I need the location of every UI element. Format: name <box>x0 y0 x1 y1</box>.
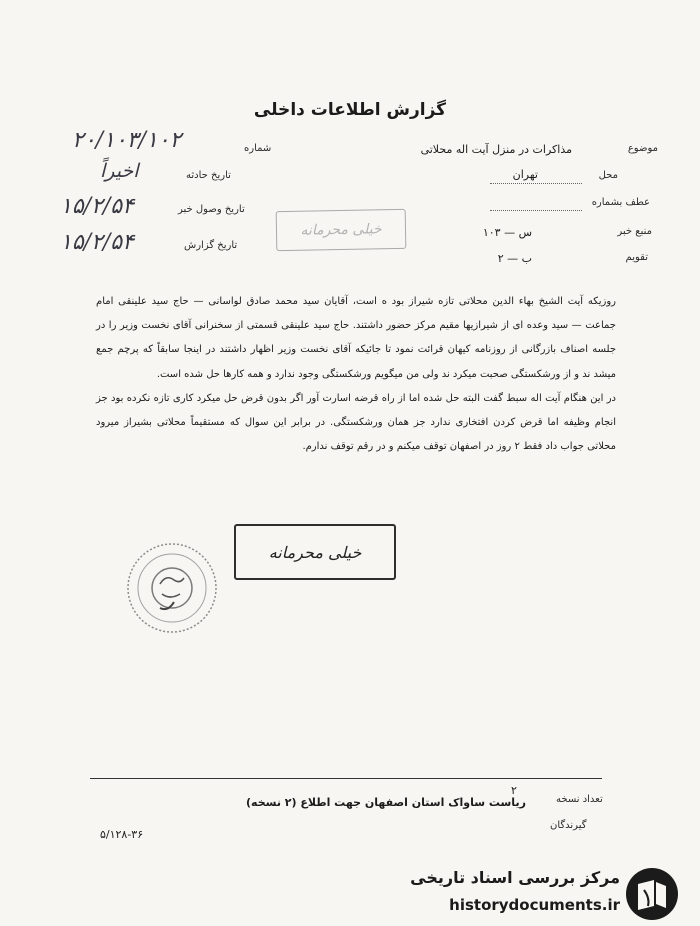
distribution-line: ریاست ساواک استان اصفهان جهت اطلاع (۲ نسخه) <box>246 796 526 809</box>
location-value: تهران <box>512 168 538 181</box>
reference-label: عطف بشماره <box>591 197 650 208</box>
faint-stamp: خیلی محرمانه <box>276 209 407 251</box>
copies-label: تعداد نسخه <box>556 794 603 805</box>
report-date-handwritten: ۱۵/۲/۵۴ <box>60 230 134 255</box>
body-paragraph: در این هنگام آیت اله سبط گفت البته حل شده اما از راه قرضه اسارت آور اگر بدون قرض حل میکرد کاری تازه نکرده بود جز انجام وظیفه اما قرض کردن افتخاری ندارد جز همان ورشکستگی. در برابر این سوال که مستقیماً محلاتی بشیراز میرود محلاتی جواب داد فقط ۲ روز در اصفهان توقف میکنم و در رقم توقف ندارم. <box>96 392 616 453</box>
source-value: س — ۱۰۳ <box>482 226 532 239</box>
classification-stamp: خیلی محرمانه <box>234 524 396 580</box>
location-line <box>490 183 582 184</box>
archive-logo-icon <box>624 866 680 922</box>
subject-label: موضوع <box>627 143 658 154</box>
number-handwritten: ۲۰/۱۰۳/۱۰۲ <box>72 128 182 153</box>
evaluation-value: ب — ۲ <box>497 252 532 265</box>
round-seal <box>124 540 220 636</box>
event-date-handwritten: اخیراً <box>100 160 139 182</box>
event-date-label: تاریخ حادثه <box>186 170 231 181</box>
archive-logo-url: historydocuments.ir <box>449 896 620 914</box>
copies-number: ۲ <box>511 784 517 797</box>
location-label: محل <box>598 170 618 181</box>
subject-value: مذاکرات در منزل آیت اله محلاتی <box>420 143 572 156</box>
receive-date-label: تاریخ وصول خبر <box>178 204 245 215</box>
evaluation-label: تقویم <box>625 252 648 263</box>
report-title: گزارش اطلاعات داخلی <box>253 100 447 120</box>
receive-date-handwritten: ۱۵/۲/۵۴ <box>60 194 134 219</box>
reference-line <box>490 210 582 211</box>
archive-logo-text: مرکز بررسی اسناد تاریخی <box>410 868 620 887</box>
footer-divider <box>90 778 602 779</box>
recipients-label: گیرندگان <box>550 820 587 831</box>
body-paragraph: روزیکه آیت الشیخ بهاء الدین محلاتی تازه شیراز بود ه است، آقایان سید محمد صادق لواسانی — حاج سید علینقی امام جماعت — سید وعده ای از شیرازیها مقیم مرکز حضور داشتند. حاج سید علینقی قسمتی از سخنرانی آقای نخست وزیر را در جلسه اصناف بازرگانی از روزنامه کیهان قرائت نمود تا جائیکه آقای نخست وزیر اظهار داشتند در اینجا سابقاً که پرچم جمع میشد ند و از ورشکستگی صحبت میکرد ند ولی من میگویم ورشکستگی وجود ندارد و همه کارها حل شده است. <box>96 296 616 380</box>
report-date-label: تاریخ گزارش <box>184 240 238 251</box>
source-label: منبع خبر <box>617 226 652 237</box>
number-label: شماره <box>244 143 272 154</box>
report-body <box>96 290 616 459</box>
document-reference-number: ۵/۱۲۸-۳۶ <box>100 828 144 841</box>
